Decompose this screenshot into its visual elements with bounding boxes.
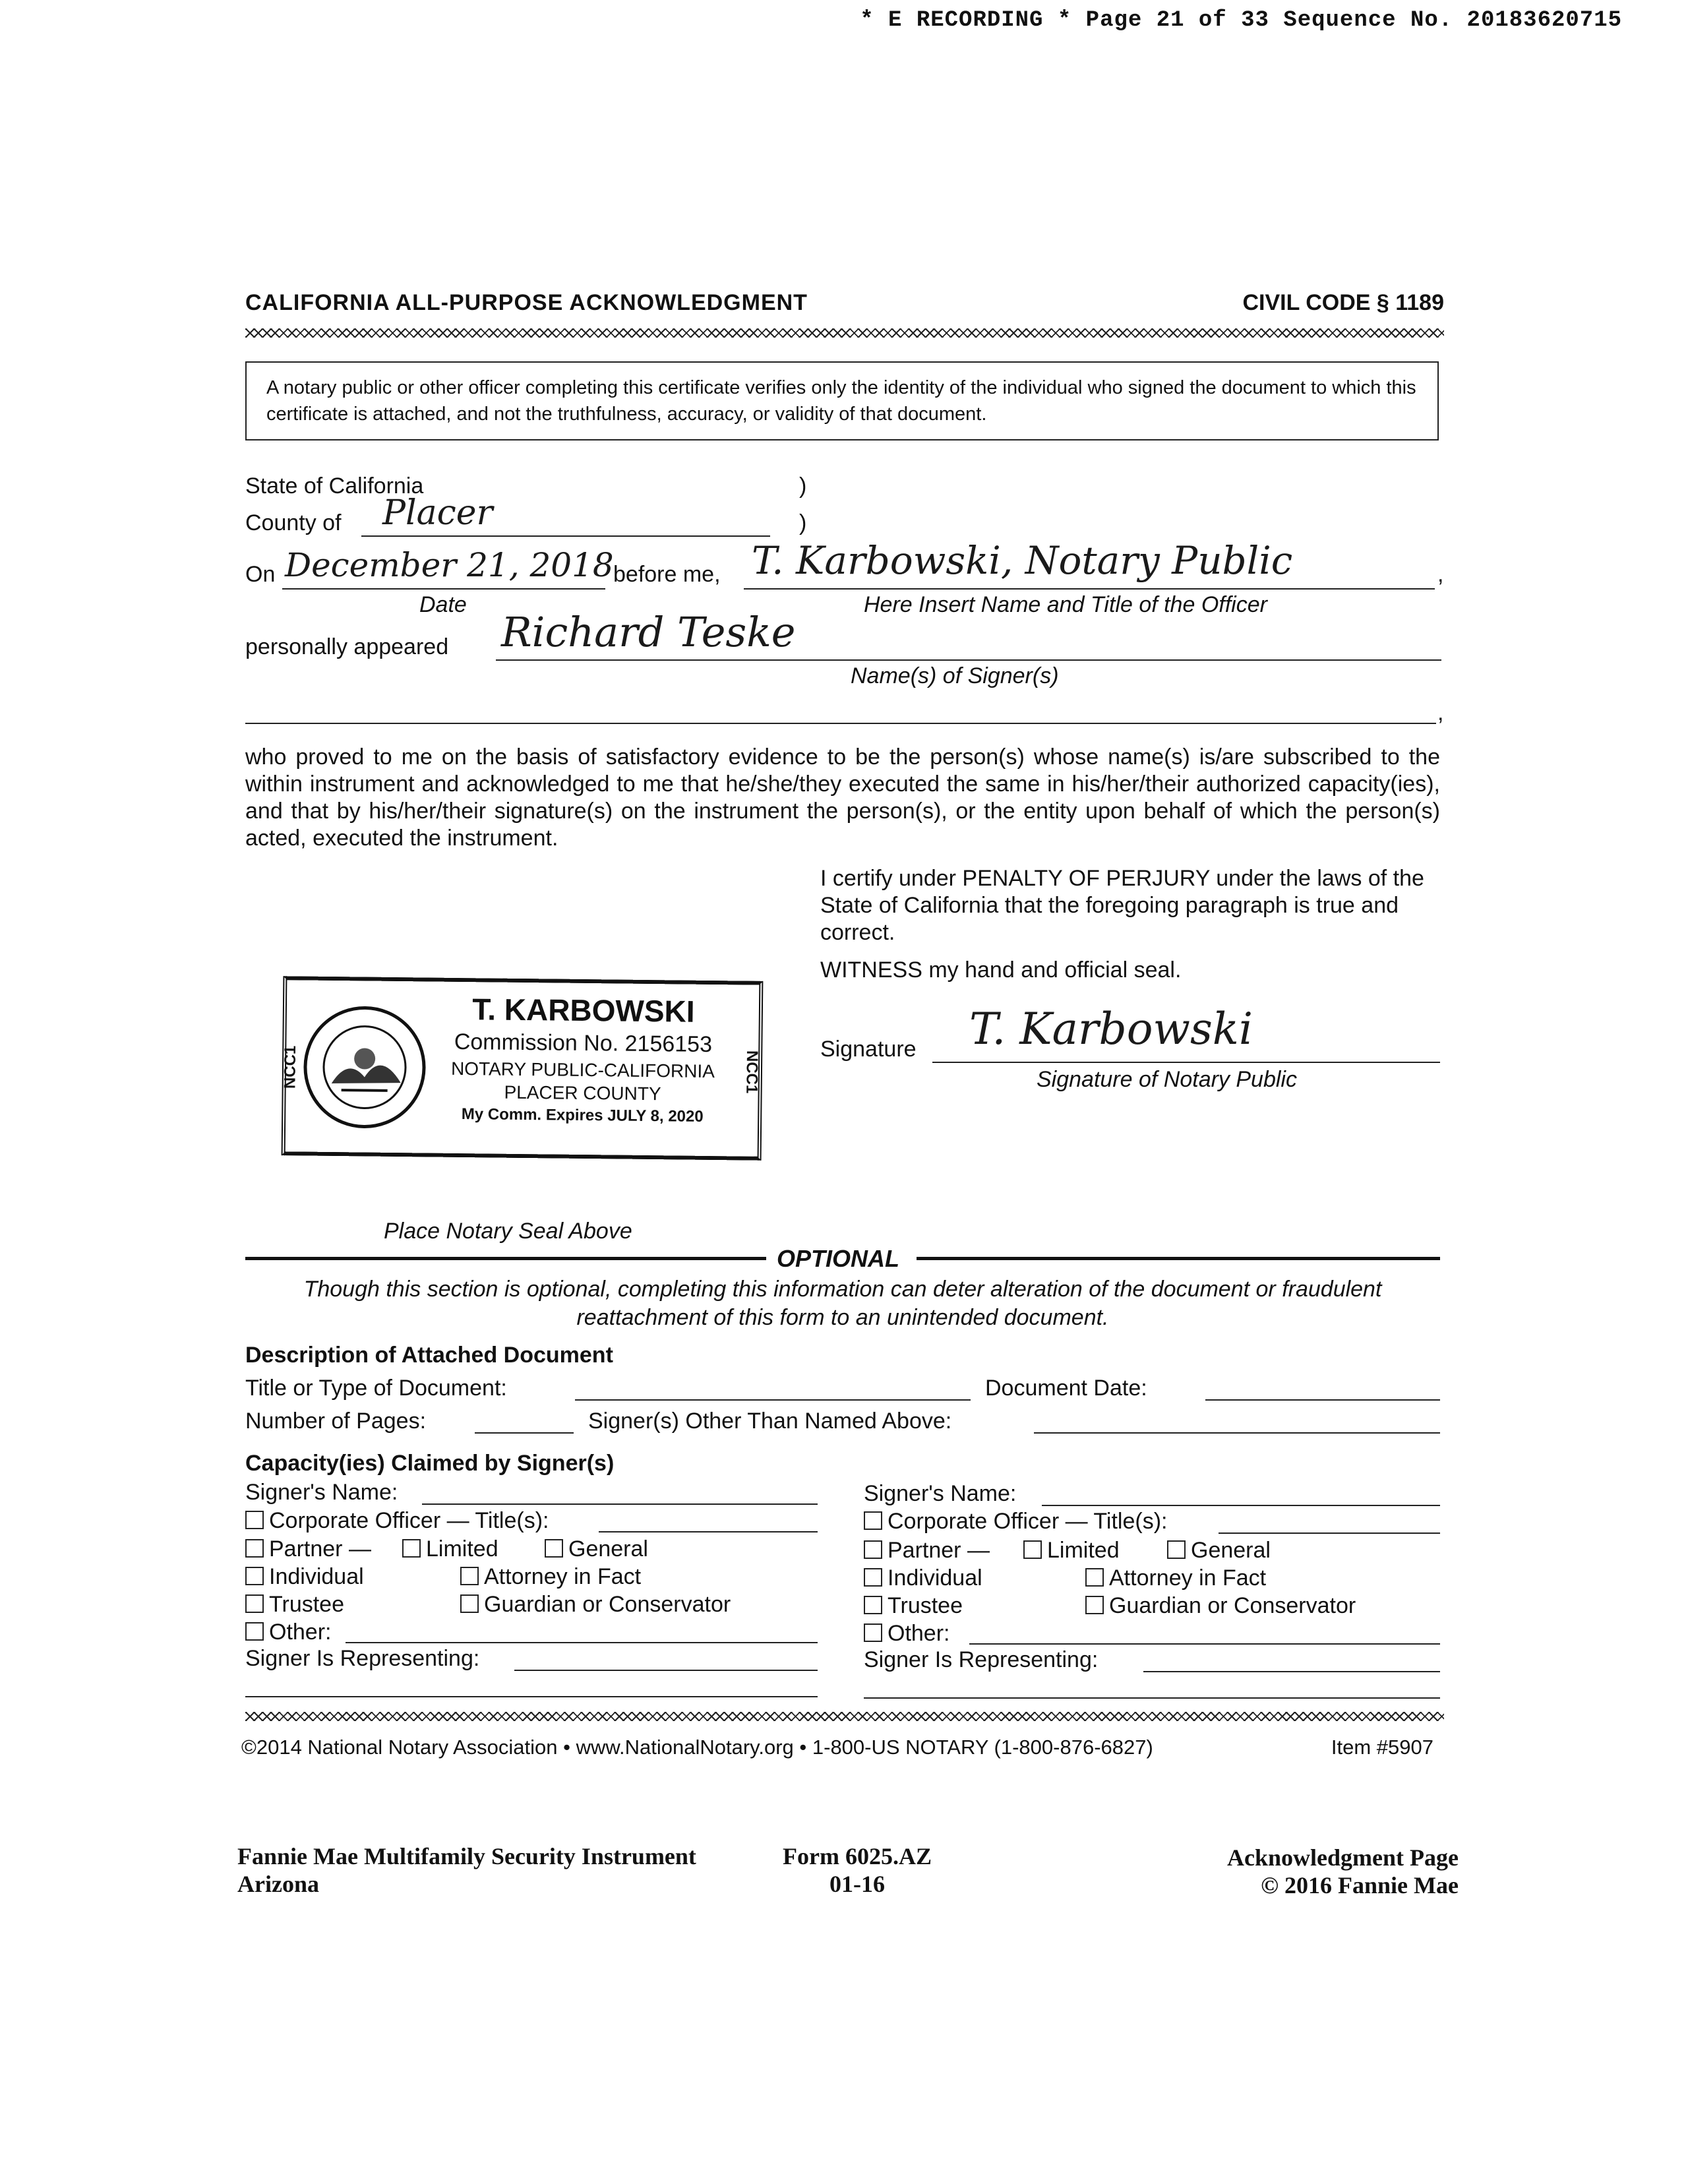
notice-box	[245, 361, 1439, 440]
item-number: Item #5907	[1331, 1736, 1433, 1759]
checkbox-icon[interactable]	[864, 1568, 882, 1587]
checkbox-icon[interactable]	[1023, 1540, 1042, 1559]
right-signer-name-label: Signer's Name:	[864, 1481, 1017, 1506]
right-limited[interactable]	[1023, 1538, 1120, 1563]
date-value[interactable]: December 21, 2018	[285, 546, 614, 584]
personally-appeared-label: personally appeared	[245, 634, 449, 659]
signature-value[interactable]: T. Karbowski	[969, 1004, 1253, 1054]
corporate-officer-label: Corporate Officer — Title(s):	[888, 1509, 1168, 1534]
left-limited[interactable]	[402, 1536, 498, 1562]
right-representing-label: Signer Is Representing:	[864, 1647, 1099, 1672]
attorney-label: Attorney in Fact	[484, 1564, 642, 1589]
right-extra-line	[864, 1697, 1440, 1699]
fm-footer-mid-2: 01-16	[829, 1871, 885, 1897]
seal-name: T. KARBOWSKI	[471, 992, 695, 1029]
right-trustee[interactable]	[864, 1593, 963, 1619]
checkbox-icon[interactable]	[245, 1539, 264, 1558]
county-value[interactable]: Placer	[382, 493, 493, 533]
checkbox-icon[interactable]	[245, 1622, 264, 1641]
county-line	[361, 535, 770, 537]
optional-rule-left	[245, 1257, 766, 1260]
checkbox-icon[interactable]	[1085, 1596, 1104, 1614]
optional-heading: OPTIONAL	[777, 1245, 899, 1272]
seal-caption: Place Notary Seal Above	[384, 1219, 632, 1244]
on-label: On	[245, 562, 276, 587]
checkbox-icon[interactable]	[1085, 1568, 1104, 1587]
other-signers-label: Signer(s) Other Than Named Above:	[588, 1409, 952, 1434]
right-other[interactable]	[864, 1621, 950, 1647]
signer-line-2	[245, 723, 1436, 724]
officer-line	[744, 588, 1435, 590]
checkbox-icon[interactable]	[245, 1567, 264, 1585]
witness-line: WITNESS my hand and official seal.	[820, 957, 1182, 983]
checkbox-icon[interactable]	[245, 1511, 264, 1529]
before-me-label: before me,	[613, 562, 721, 587]
fm-footer-right-2: © 2016 Fannie Mae	[1261, 1872, 1459, 1898]
officer-value[interactable]: T. Karbowski, Notary Public	[752, 538, 1293, 583]
state-seal-icon	[301, 1004, 428, 1131]
left-extra-line	[245, 1696, 818, 1697]
right-partner[interactable]	[864, 1538, 990, 1563]
checkbox-icon[interactable]	[245, 1594, 264, 1613]
checkbox-icon[interactable]	[545, 1539, 563, 1558]
right-officer-title-field[interactable]	[1219, 1532, 1440, 1534]
seal-side-code-left: NCC1	[281, 1045, 300, 1089]
other-signers-field[interactable]	[1034, 1432, 1440, 1434]
left-other-field[interactable]	[346, 1642, 818, 1643]
right-attorney[interactable]	[1085, 1565, 1266, 1591]
officer-caption: Here Insert Name and Title of the Officer	[864, 592, 1267, 617]
limited-label: Limited	[1047, 1538, 1120, 1563]
trustee-label: Trustee	[888, 1593, 963, 1618]
attorney-label: Attorney in Fact	[1109, 1565, 1267, 1591]
signature-line	[932, 1062, 1440, 1063]
left-guardian[interactable]	[460, 1592, 731, 1618]
left-representing-label: Signer Is Representing:	[245, 1646, 480, 1671]
num-pages-field[interactable]	[475, 1432, 574, 1434]
left-signer-name-field[interactable]	[422, 1503, 818, 1505]
other-label: Other:	[269, 1620, 332, 1645]
fm-footer-left-1: Fannie Mae Multifamily Security Instrument	[237, 1843, 696, 1869]
checkbox-icon[interactable]	[864, 1511, 882, 1530]
signature-caption: Signature of Notary Public	[1037, 1067, 1297, 1092]
recording-header: * E RECORDING * Page 21 of 33 Sequence No. 20183620715	[860, 8, 1622, 33]
right-individual[interactable]	[864, 1565, 982, 1591]
signature-label: Signature	[820, 1037, 917, 1062]
fm-footer-mid-1: Form 6025.AZ	[783, 1843, 932, 1869]
other-label: Other:	[888, 1621, 950, 1646]
right-corporate-officer[interactable]	[864, 1509, 1168, 1534]
checkbox-icon[interactable]	[864, 1540, 882, 1559]
checkbox-icon[interactable]	[402, 1539, 421, 1558]
optional-rule-right	[917, 1257, 1440, 1260]
left-partner[interactable]	[245, 1536, 371, 1562]
paren-1: )	[799, 473, 807, 499]
left-corporate-officer[interactable]	[245, 1508, 549, 1534]
seal-commission: Commission No. 2156153	[454, 1029, 713, 1058]
checkbox-icon[interactable]	[460, 1594, 479, 1613]
seal-expires: My Comm. Expires JULY 8, 2020	[461, 1105, 704, 1126]
right-representing-field[interactable]	[1143, 1671, 1440, 1672]
county-label: County of	[245, 510, 342, 535]
guardian-label: Guardian or Conservator	[1109, 1593, 1356, 1618]
seal-line1: NOTARY PUBLIC-CALIFORNIA	[450, 1058, 715, 1082]
general-label: General	[568, 1536, 648, 1562]
date-caption: Date	[419, 592, 467, 617]
left-attorney[interactable]	[460, 1564, 641, 1590]
form-title: CALIFORNIA ALL-PURPOSE ACKNOWLEDGMENT	[245, 290, 808, 315]
optional-intro: Though this section is optional, completing this information can deter alteration of the document or fraudulent reattachment of this form to an unintended document.	[303, 1277, 1382, 1330]
nna-footer: ©2014 National Notary Association • www.NationalNotary.org • 1-800-US NOTARY (1-800-876-6827)	[241, 1736, 1153, 1759]
left-individual[interactable]	[245, 1564, 364, 1590]
checkbox-icon[interactable]	[864, 1596, 882, 1614]
right-guardian[interactable]	[1085, 1593, 1356, 1619]
signer-value[interactable]: Richard Teske	[501, 608, 796, 656]
num-pages-label: Number of Pages:	[245, 1409, 427, 1434]
fm-footer-right-1: Acknowledgment Page	[1227, 1844, 1459, 1871]
left-general[interactable]	[545, 1536, 648, 1562]
left-other[interactable]	[245, 1620, 331, 1645]
right-general[interactable]	[1167, 1538, 1271, 1563]
state-label: State of California	[245, 473, 424, 499]
seal-side-code-right: NCC1	[742, 1050, 761, 1094]
partner-label: Partner —	[269, 1536, 371, 1562]
guardian-label: Guardian or Conservator	[484, 1592, 731, 1617]
checkbox-icon[interactable]	[1167, 1540, 1186, 1559]
right-signer-name-field[interactable]	[1042, 1505, 1440, 1506]
description-heading: Description of Attached Document	[245, 1343, 613, 1368]
bottom-rule	[245, 1712, 1444, 1721]
date-line	[282, 588, 605, 590]
signer-caption: Name(s) of Signer(s)	[851, 663, 1059, 688]
limited-label: Limited	[426, 1536, 498, 1562]
general-label: General	[1191, 1538, 1271, 1563]
right-other-field[interactable]	[969, 1643, 1440, 1645]
individual-label: Individual	[888, 1565, 982, 1591]
doc-date-label: Document Date:	[985, 1376, 1147, 1401]
title-type-field[interactable]	[575, 1399, 971, 1401]
title-rule	[245, 328, 1444, 338]
proof-paragraph: who proved to me on the basis of satisfactory evidence to be the person(s) whose name(s) is/are subscribed to the within instrument and acknowledged to me that he/she/they executed the same in his/her/their authorized capacity(ies), and that by his/her/their signature(s) on the instrument the person(s), or the entity upon behalf of which the person(s) acted, executed the instrument.	[245, 744, 1440, 851]
left-representing-field[interactable]	[514, 1670, 818, 1671]
fm-footer-left-2: Arizona	[237, 1871, 319, 1897]
title-type-label: Title or Type of Document:	[245, 1376, 507, 1401]
capacity-heading: Capacity(ies) Claimed by Signer(s)	[245, 1451, 615, 1476]
left-signer-name-label: Signer's Name:	[245, 1480, 398, 1505]
perjury-paragraph: I certify under PENALTY OF PERJURY under the laws of the State of California that the foregoing paragraph is true and correct.	[820, 866, 1424, 945]
left-officer-title-field[interactable]	[599, 1531, 818, 1532]
individual-label: Individual	[269, 1564, 364, 1589]
checkbox-icon[interactable]	[864, 1623, 882, 1642]
left-trustee[interactable]	[245, 1592, 344, 1618]
paren-2: )	[799, 510, 807, 535]
comma-1: ,	[1437, 562, 1444, 587]
corporate-officer-label: Corporate Officer — Title(s):	[269, 1508, 549, 1533]
trustee-label: Trustee	[269, 1592, 345, 1617]
seal-line2: PLACER COUNTY	[504, 1081, 661, 1105]
doc-date-field[interactable]	[1205, 1399, 1440, 1401]
notice-text: A notary public or other officer completing this certificate verifies only the identity of the individual who signed the document to which this certificate is attached, and not the truthfulness, accuracy, or validity of that document.	[266, 377, 1416, 425]
civil-code: CIVIL CODE § 1189	[1242, 290, 1444, 315]
signer-line	[496, 659, 1441, 661]
comma-2: ,	[1437, 700, 1444, 725]
checkbox-icon[interactable]	[460, 1567, 479, 1585]
notary-seal-stamp	[282, 976, 764, 1161]
partner-label: Partner —	[888, 1538, 990, 1563]
